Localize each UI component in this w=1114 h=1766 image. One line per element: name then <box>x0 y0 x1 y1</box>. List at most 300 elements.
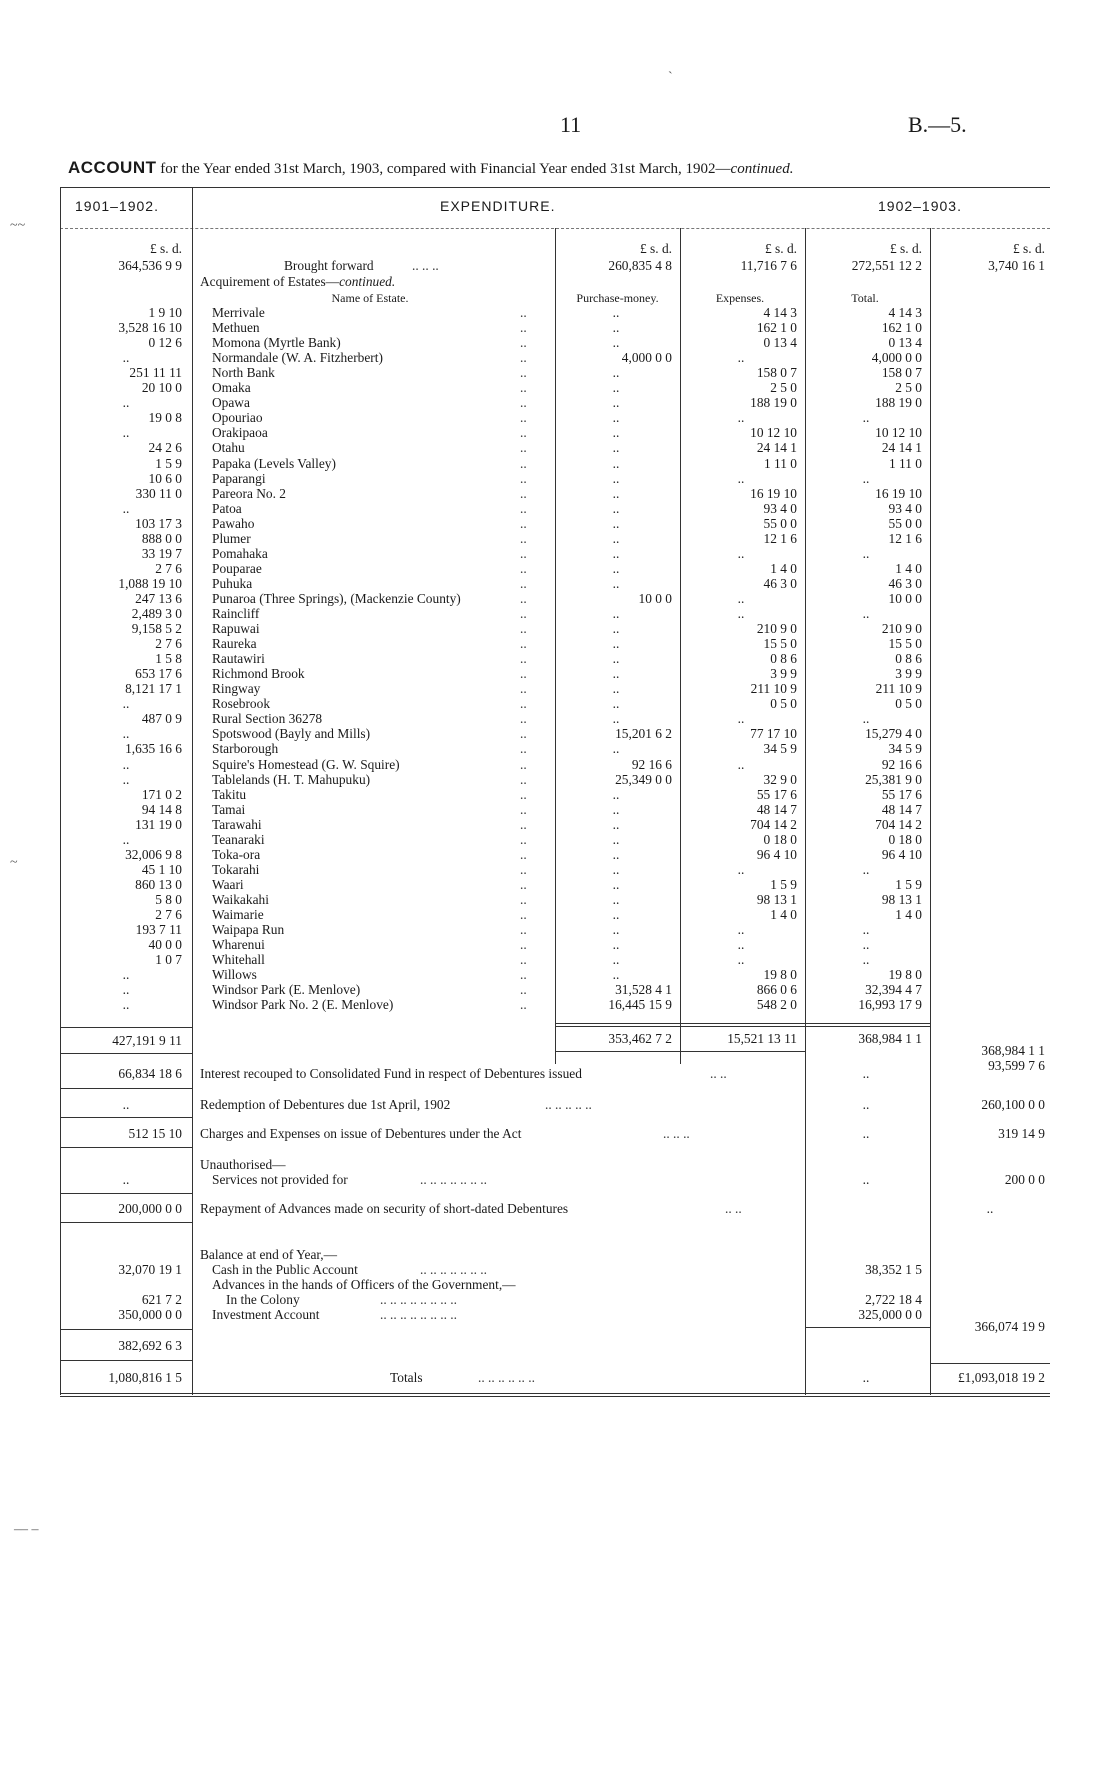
estate-total: .. <box>862 711 870 726</box>
estate-expenses: .. <box>737 410 745 425</box>
estate-prev-value: 103 17 3 <box>135 516 182 531</box>
totals-total: .. <box>862 1370 870 1385</box>
estate-expenses: 1 5 9 <box>770 877 797 892</box>
estate-prev-value: 131 19 0 <box>135 817 182 832</box>
estate-prev-value: 10 6 0 <box>148 471 182 486</box>
subtotal-total: 368,984 1 1 <box>858 1031 922 1046</box>
estate-name: Opouriao <box>212 410 263 425</box>
row-rule <box>60 1222 192 1223</box>
estate-expenses: .. <box>737 711 745 726</box>
dot-leader: .. .. .. <box>663 1126 690 1141</box>
dot-leader: .. <box>520 546 527 561</box>
estate-name: Takitu <box>212 787 247 802</box>
dot-leader: .. <box>520 937 527 952</box>
title-bold: ACCOUNT <box>68 158 157 177</box>
estate-name: Normandale (W. A. Fitzherbert) <box>212 350 383 365</box>
estate-prev-value: .. <box>122 395 130 410</box>
dot-leader: .. <box>520 516 527 531</box>
page-number: 11 <box>560 112 582 137</box>
estate-name: Rautawiri <box>212 651 265 666</box>
interest-label: Interest recouped to Consolidated Fund in respect of Debentures issued <box>200 1066 582 1081</box>
estate-expenses: 12 1 6 <box>763 531 797 546</box>
estate-prev-value: 1,635 16 6 <box>125 741 182 756</box>
estate-prev-value: 888 0 0 <box>141 531 182 546</box>
estate-total: 98 13 1 <box>881 892 922 907</box>
estate-name: Spotswood (Bayly and Mills) <box>212 726 371 741</box>
estate-total: .. <box>862 937 870 952</box>
estate-name: Raureka <box>212 636 257 651</box>
estate-prev-value: 9,158 5 2 <box>131 621 182 636</box>
dot-leader: .. <box>520 847 527 862</box>
charges-prev: 512 15 10 <box>128 1126 182 1141</box>
interest-total: .. <box>862 1066 870 1081</box>
subhead-expenses: Expenses. <box>715 291 765 305</box>
dot-leader: .. <box>520 636 527 651</box>
dot-leader: .. .. .. .. .. .. .. .. <box>380 1292 457 1307</box>
estate-prev-value: 40 0 0 <box>148 937 182 952</box>
dot-leader: .. <box>520 440 527 455</box>
estate-expenses: 1 11 0 <box>764 456 797 471</box>
estate-name: Wharenui <box>212 937 265 952</box>
dot-leader: .. .. .. .. .. .. .. <box>420 1262 487 1277</box>
balance-heading: Balance at end of Year,— <box>200 1247 338 1262</box>
balance-prev-sum: 382,692 6 3 <box>118 1338 182 1353</box>
dot-leader: .. <box>520 967 527 982</box>
prev-year-column-border <box>192 187 193 1395</box>
estate-purchase: .. <box>612 862 620 877</box>
subtotal-expenses: 15,521 13 11 <box>727 1031 797 1046</box>
estate-purchase: .. <box>612 787 620 802</box>
cash-total: 38,352 1 5 <box>865 1262 922 1277</box>
dot-leader: .. <box>520 395 527 410</box>
bf-total: 272,551 12 2 <box>851 258 922 273</box>
estate-purchase: .. <box>612 546 620 561</box>
dot-leader: .. <box>520 952 527 967</box>
estate-purchase: .. <box>612 576 620 591</box>
estate-expenses: 548 2 0 <box>756 997 797 1012</box>
estate-purchase: .. <box>612 636 620 651</box>
estate-name: North Bank <box>212 365 275 380</box>
estate-name: Waipapa Run <box>212 922 285 937</box>
grand-rule <box>930 1363 1050 1364</box>
estate-prev-value: .. <box>122 832 130 847</box>
estate-name: Windsor Park No. 2 (E. Menlove) <box>212 997 394 1012</box>
redemption-grand: 260,100 0 0 <box>981 1097 1045 1112</box>
dot-leader: .. <box>520 651 527 666</box>
dot-leader: .. <box>520 726 527 741</box>
estate-expenses: 3 9 9 <box>770 666 797 681</box>
estate-expenses: 15 5 0 <box>763 636 797 651</box>
estate-total: 1 5 9 <box>895 877 922 892</box>
estate-prev-value: 2,489 3 0 <box>131 606 182 621</box>
bf-expenses: 11,716 7 6 <box>740 258 797 273</box>
dot-leader: .. <box>520 666 527 681</box>
estate-total: 24 14 1 <box>881 440 922 455</box>
estate-prev-value: .. <box>122 757 130 772</box>
totals-prev: 1,080,816 1 5 <box>108 1370 182 1385</box>
repayment-label: Repayment of Advances made on security of short-dated Debentures <box>200 1201 569 1216</box>
row-rule <box>60 1147 192 1148</box>
estate-expenses: 0 5 0 <box>770 696 797 711</box>
estate-expenses: .. <box>737 757 745 772</box>
dot-leader: .. <box>520 531 527 546</box>
expenses-column-border <box>680 228 681 1064</box>
dot-leader: .. .. <box>725 1201 742 1216</box>
dot-leader: .. <box>520 561 527 576</box>
dot-leader: .. <box>520 696 527 711</box>
estate-total: .. <box>862 862 870 877</box>
estate-purchase: .. <box>612 651 620 666</box>
estate-prev-value: 247 13 6 <box>135 591 182 606</box>
advances-label: Advances in the hands of Officers of the Government,— <box>212 1277 516 1292</box>
bf-grand: 3,740 16 1 <box>988 258 1045 273</box>
dot-leader: .. <box>520 922 527 937</box>
estate-purchase: .. <box>612 817 620 832</box>
table-bottom-rule <box>60 1393 1050 1394</box>
dot-leader: .. <box>520 892 527 907</box>
estate-name: Pomahaka <box>212 546 268 561</box>
estate-total: 16,993 17 9 <box>858 997 922 1012</box>
estate-prev-value: .. <box>122 696 130 711</box>
estate-total: 210 9 0 <box>881 621 922 636</box>
estate-name: Papaka (Levels Valley) <box>212 456 336 471</box>
estate-prev-value: 1 9 10 <box>148 305 182 320</box>
estate-total: .. <box>862 606 870 621</box>
estate-prev-value: 1,088 19 10 <box>118 576 182 591</box>
estate-total: 0 13 4 <box>888 335 922 350</box>
estate-purchase: .. <box>612 696 620 711</box>
row-rule <box>60 1088 192 1089</box>
estate-expenses: 34 5 9 <box>763 741 797 756</box>
balance-prev-rule <box>60 1329 192 1330</box>
estate-prev-value: 3,528 16 10 <box>118 320 182 335</box>
estate-prev-value: 1 5 8 <box>155 651 182 666</box>
estate-expenses: 24 14 1 <box>756 440 797 455</box>
header-prev-year: 1901–1902. <box>75 198 159 214</box>
estate-purchase: .. <box>612 832 620 847</box>
estate-total: 3 9 9 <box>895 666 922 681</box>
estate-total: 0 5 0 <box>895 696 922 711</box>
estate-purchase: .. <box>612 741 620 756</box>
charges-label: Charges and Expenses on issue of Debentures under the Act <box>200 1126 522 1141</box>
estate-total: 55 17 6 <box>881 787 922 802</box>
title-italic: continued. <box>730 161 794 177</box>
dot-leader: .. <box>520 681 527 696</box>
grand-column-border <box>930 228 931 1395</box>
estate-purchase: .. <box>612 471 620 486</box>
charges-grand: 319 14 9 <box>998 1126 1045 1141</box>
interest-grand: 93,599 7 6 <box>988 1058 1045 1073</box>
estate-name: Orakipaoa <box>212 425 268 440</box>
estate-name: Omaka <box>212 380 251 395</box>
estate-prev-value: 32,006 9 8 <box>125 847 182 862</box>
currency-purchase: £ s. d. <box>640 241 672 256</box>
estate-purchase: .. <box>612 907 620 922</box>
estate-name: Tarawahi <box>212 817 262 832</box>
estate-purchase: .. <box>612 425 620 440</box>
currency-grand: £ s. d. <box>1013 241 1045 256</box>
table-top-rule <box>60 187 1050 188</box>
interest-prev: 66,834 18 6 <box>118 1066 182 1081</box>
estate-name: Methuen <box>212 320 260 335</box>
acquirement-heading-italic: continued. <box>339 274 396 289</box>
charges-total: .. <box>862 1126 870 1141</box>
estate-prev-value: .. <box>122 726 130 741</box>
currency-expenses: £ s. d. <box>765 241 797 256</box>
estate-total: 19 8 0 <box>888 967 922 982</box>
estate-name: Rosebrook <box>212 696 271 711</box>
dot-leader: .. <box>520 576 527 591</box>
estate-expenses: .. <box>737 952 745 967</box>
bf-prev: 364,536 9 9 <box>118 258 182 273</box>
estate-total: .. <box>862 922 870 937</box>
estate-purchase: 92 16 6 <box>631 757 672 772</box>
invest-total: 325,000 0 0 <box>858 1307 922 1322</box>
estate-name: Teanaraki <box>212 832 265 847</box>
estate-expenses: 188 19 0 <box>750 395 797 410</box>
row-rule <box>60 1117 192 1118</box>
dot-leader: .. .. .. .. .. .. <box>478 1370 535 1385</box>
estate-prev-value: 33 19 7 <box>141 546 182 561</box>
estate-expenses: .. <box>737 862 745 877</box>
estate-name: Waikakahi <box>212 892 269 907</box>
estate-name: Toka-ora <box>212 847 261 862</box>
estate-total: 12 1 6 <box>888 531 922 546</box>
estate-expenses: 48 14 7 <box>756 802 797 817</box>
estate-prev-value: .. <box>122 425 130 440</box>
dot-leader: .. <box>520 802 527 817</box>
subhead-total: Total. <box>851 291 879 305</box>
estate-total: 16 19 10 <box>875 486 922 501</box>
invest-prev: 350,000 0 0 <box>118 1307 182 1322</box>
print-mark: ~ <box>10 855 18 870</box>
estate-prev-value: 20 10 0 <box>141 380 182 395</box>
estate-purchase: .. <box>612 922 620 937</box>
estate-prev-value: 330 11 0 <box>135 486 182 501</box>
estate-purchase: .. <box>612 561 620 576</box>
services-prev: .. <box>122 1172 130 1187</box>
estate-prev-value: 5 8 0 <box>155 892 182 907</box>
dot-leader: .. <box>520 320 527 335</box>
services-total: .. <box>862 1172 870 1187</box>
acquirement-heading <box>200 274 395 289</box>
estate-purchase: .. <box>612 380 620 395</box>
estate-purchase: 10 0 0 <box>638 591 672 606</box>
estate-name: Whitehall <box>212 952 265 967</box>
estate-expenses: 16 19 10 <box>750 486 797 501</box>
dot-leader: .. .. .. .. .. .. .. .. <box>380 1307 457 1322</box>
estate-name: Rapuwai <box>212 621 260 636</box>
document-reference: B.—5. <box>908 112 967 137</box>
estate-total: 158 0 7 <box>881 365 922 380</box>
estate-name: Merrivale <box>212 305 265 320</box>
estate-expenses: .. <box>737 606 745 621</box>
dot-leader: .. .. .. .. .. .. .. <box>420 1172 487 1187</box>
dot-leader: .. <box>520 741 527 756</box>
estate-name: Windsor Park (E. Menlove) <box>212 982 361 997</box>
services-grand: 200 0 0 <box>1004 1172 1045 1187</box>
dot-leader: .. <box>520 787 527 802</box>
estate-purchase: .. <box>612 666 620 681</box>
dot-leader: .. .. .. <box>412 258 439 273</box>
print-mark: –– – <box>14 1522 39 1537</box>
estate-name: Otahu <box>212 440 245 455</box>
subtotal-purchase: 353,462 7 2 <box>608 1031 672 1046</box>
bf-purchase: 260,835 4 8 <box>608 258 672 273</box>
estate-purchase: .. <box>612 952 620 967</box>
dot-leader: .. <box>520 621 527 636</box>
dot-leader: .. <box>520 305 527 320</box>
estate-expenses: 96 4 10 <box>756 847 797 862</box>
estate-total: 96 4 10 <box>881 847 922 862</box>
estate-purchase: .. <box>612 892 620 907</box>
estate-prev-value: 2 7 6 <box>155 907 182 922</box>
estate-prev-value: 0 12 6 <box>148 335 182 350</box>
estate-name: Waimarie <box>212 907 264 922</box>
page-title <box>68 158 793 178</box>
estate-purchase: .. <box>612 711 620 726</box>
estate-expenses: .. <box>737 350 745 365</box>
colony-label: In the Colony <box>226 1292 300 1307</box>
unauthorised-heading: Unauthorised— <box>200 1157 286 1172</box>
estate-total: 93 4 0 <box>888 501 922 516</box>
estate-expenses: 55 0 0 <box>763 516 797 531</box>
estate-total: 25,381 9 0 <box>865 772 922 787</box>
estate-total: 188 19 0 <box>875 395 922 410</box>
estate-purchase: 15,201 6 2 <box>615 726 672 741</box>
estate-purchase: .. <box>612 335 620 350</box>
row-rule <box>60 1193 192 1194</box>
dot-leader: .. <box>520 711 527 726</box>
estate-expenses: 93 4 0 <box>763 501 797 516</box>
estate-name: Tablelands (H. T. Mahupuku) <box>212 772 371 787</box>
estate-expenses: 158 0 7 <box>756 365 797 380</box>
estate-name: Opawa <box>212 395 250 410</box>
estate-total: .. <box>862 546 870 561</box>
estate-name: Rural Section 36278 <box>212 711 323 726</box>
estate-expenses: .. <box>737 937 745 952</box>
estate-expenses: .. <box>737 591 745 606</box>
estate-total: 10 0 0 <box>888 591 922 606</box>
acquirement-heading-text: Acquirement of Estates— <box>200 274 340 289</box>
estate-expenses: 866 0 6 <box>756 982 797 997</box>
estate-total: 1 4 0 <box>895 561 922 576</box>
dot-leader: .. <box>520 365 527 380</box>
dot-leader: .. <box>520 591 527 606</box>
estate-total: 92 16 6 <box>881 757 922 772</box>
subtotal-prev: 427,191 9 11 <box>112 1033 182 1048</box>
estate-expenses: 32 9 0 <box>763 772 797 787</box>
estate-name: Raincliff <box>212 606 260 621</box>
estate-prev-value: 1 5 9 <box>155 456 182 471</box>
estate-purchase: .. <box>612 365 620 380</box>
dot-leader: .. <box>520 757 527 772</box>
estate-prev-value: 2 7 6 <box>155 636 182 651</box>
total-column-border <box>805 228 806 1395</box>
estate-prev-value: 860 13 0 <box>135 877 182 892</box>
estate-prev-value: .. <box>122 501 130 516</box>
bf-label: Brought forward <box>284 258 374 273</box>
estate-purchase: .. <box>612 802 620 817</box>
estate-prev-value: 487 0 9 <box>141 711 182 726</box>
estate-purchase: .. <box>612 621 620 636</box>
redemption-prev: .. <box>122 1097 130 1112</box>
estate-expenses: .. <box>737 471 745 486</box>
estate-prev-value: 653 17 6 <box>135 666 182 681</box>
dot-leader: .. <box>520 817 527 832</box>
estate-purchase: .. <box>612 305 620 320</box>
estate-total: 34 5 9 <box>888 741 922 756</box>
estate-total: 32,394 4 7 <box>865 982 922 997</box>
totals-label: Totals <box>390 1370 423 1385</box>
estate-total: 10 12 10 <box>875 425 922 440</box>
estate-expenses: 10 12 10 <box>750 425 797 440</box>
dot-leader: .. <box>520 501 527 516</box>
estate-name: Puhuka <box>212 576 253 591</box>
estate-prev-value: 45 1 10 <box>141 862 182 877</box>
balance-sum-bottom-rule <box>60 1360 192 1361</box>
estate-name: Starborough <box>212 741 279 756</box>
estate-total: 1 4 0 <box>895 907 922 922</box>
estate-total: 211 10 9 <box>875 681 922 696</box>
estate-purchase: .. <box>612 501 620 516</box>
currency-total: £ s. d. <box>890 241 922 256</box>
dot-leader: .. <box>520 862 527 877</box>
estate-name: Richmond Brook <box>212 666 305 681</box>
dot-leader: .. <box>520 335 527 350</box>
cash-label: Cash in the Public Account <box>212 1262 358 1277</box>
estate-prev-value: 171 0 2 <box>141 787 182 802</box>
estate-purchase: 16,445 15 9 <box>608 997 672 1012</box>
estate-prev-value: .. <box>122 350 130 365</box>
subtotal-rule-bottom <box>555 1051 805 1052</box>
dot-leader: .. <box>520 410 527 425</box>
title-text: for the Year ended 31st March, 1903, compared with Financial Year ended 31st March, 1902— <box>156 161 731 177</box>
estate-name: Punaroa (Three Springs), (Mackenzie County) <box>212 591 461 606</box>
estate-purchase: .. <box>612 681 620 696</box>
colony-total: 2,722 18 4 <box>865 1292 922 1307</box>
estate-expenses: 162 1 0 <box>756 320 797 335</box>
estate-name: Pouparae <box>212 561 262 576</box>
estate-total: .. <box>862 410 870 425</box>
estate-expenses: 46 3 0 <box>763 576 797 591</box>
estate-purchase: 25,349 0 0 <box>615 772 672 787</box>
table-left-border <box>60 187 61 1395</box>
estate-name: Momona (Myrtle Bank) <box>212 335 341 350</box>
estate-expenses: 2 5 0 <box>770 380 797 395</box>
estate-prev-value: 94 14 8 <box>141 802 182 817</box>
estate-purchase: .. <box>612 516 620 531</box>
colony-prev: 621 7 2 <box>141 1292 182 1307</box>
subhead-purchase: Purchase-money. <box>576 291 659 305</box>
print-mark: ` <box>668 70 673 85</box>
cash-prev: 32,070 19 1 <box>118 1262 182 1277</box>
estate-purchase: .. <box>612 440 620 455</box>
estate-expenses: 1 4 0 <box>770 561 797 576</box>
dot-leader: .. <box>520 997 527 1012</box>
estate-purchase: .. <box>612 937 620 952</box>
estate-purchase: 31,528 4 1 <box>615 982 672 997</box>
estate-purchase: .. <box>612 456 620 471</box>
estate-expenses: 0 8 6 <box>770 651 797 666</box>
estate-name: Patoa <box>212 501 242 516</box>
balance-sum-rule <box>805 1327 930 1328</box>
repayment-prev: 200,000 0 0 <box>118 1201 182 1216</box>
estate-purchase: .. <box>612 320 620 335</box>
estate-purchase: .. <box>612 531 620 546</box>
header-curr-year: 1902–1903. <box>878 198 962 214</box>
estate-name: Waari <box>212 877 244 892</box>
